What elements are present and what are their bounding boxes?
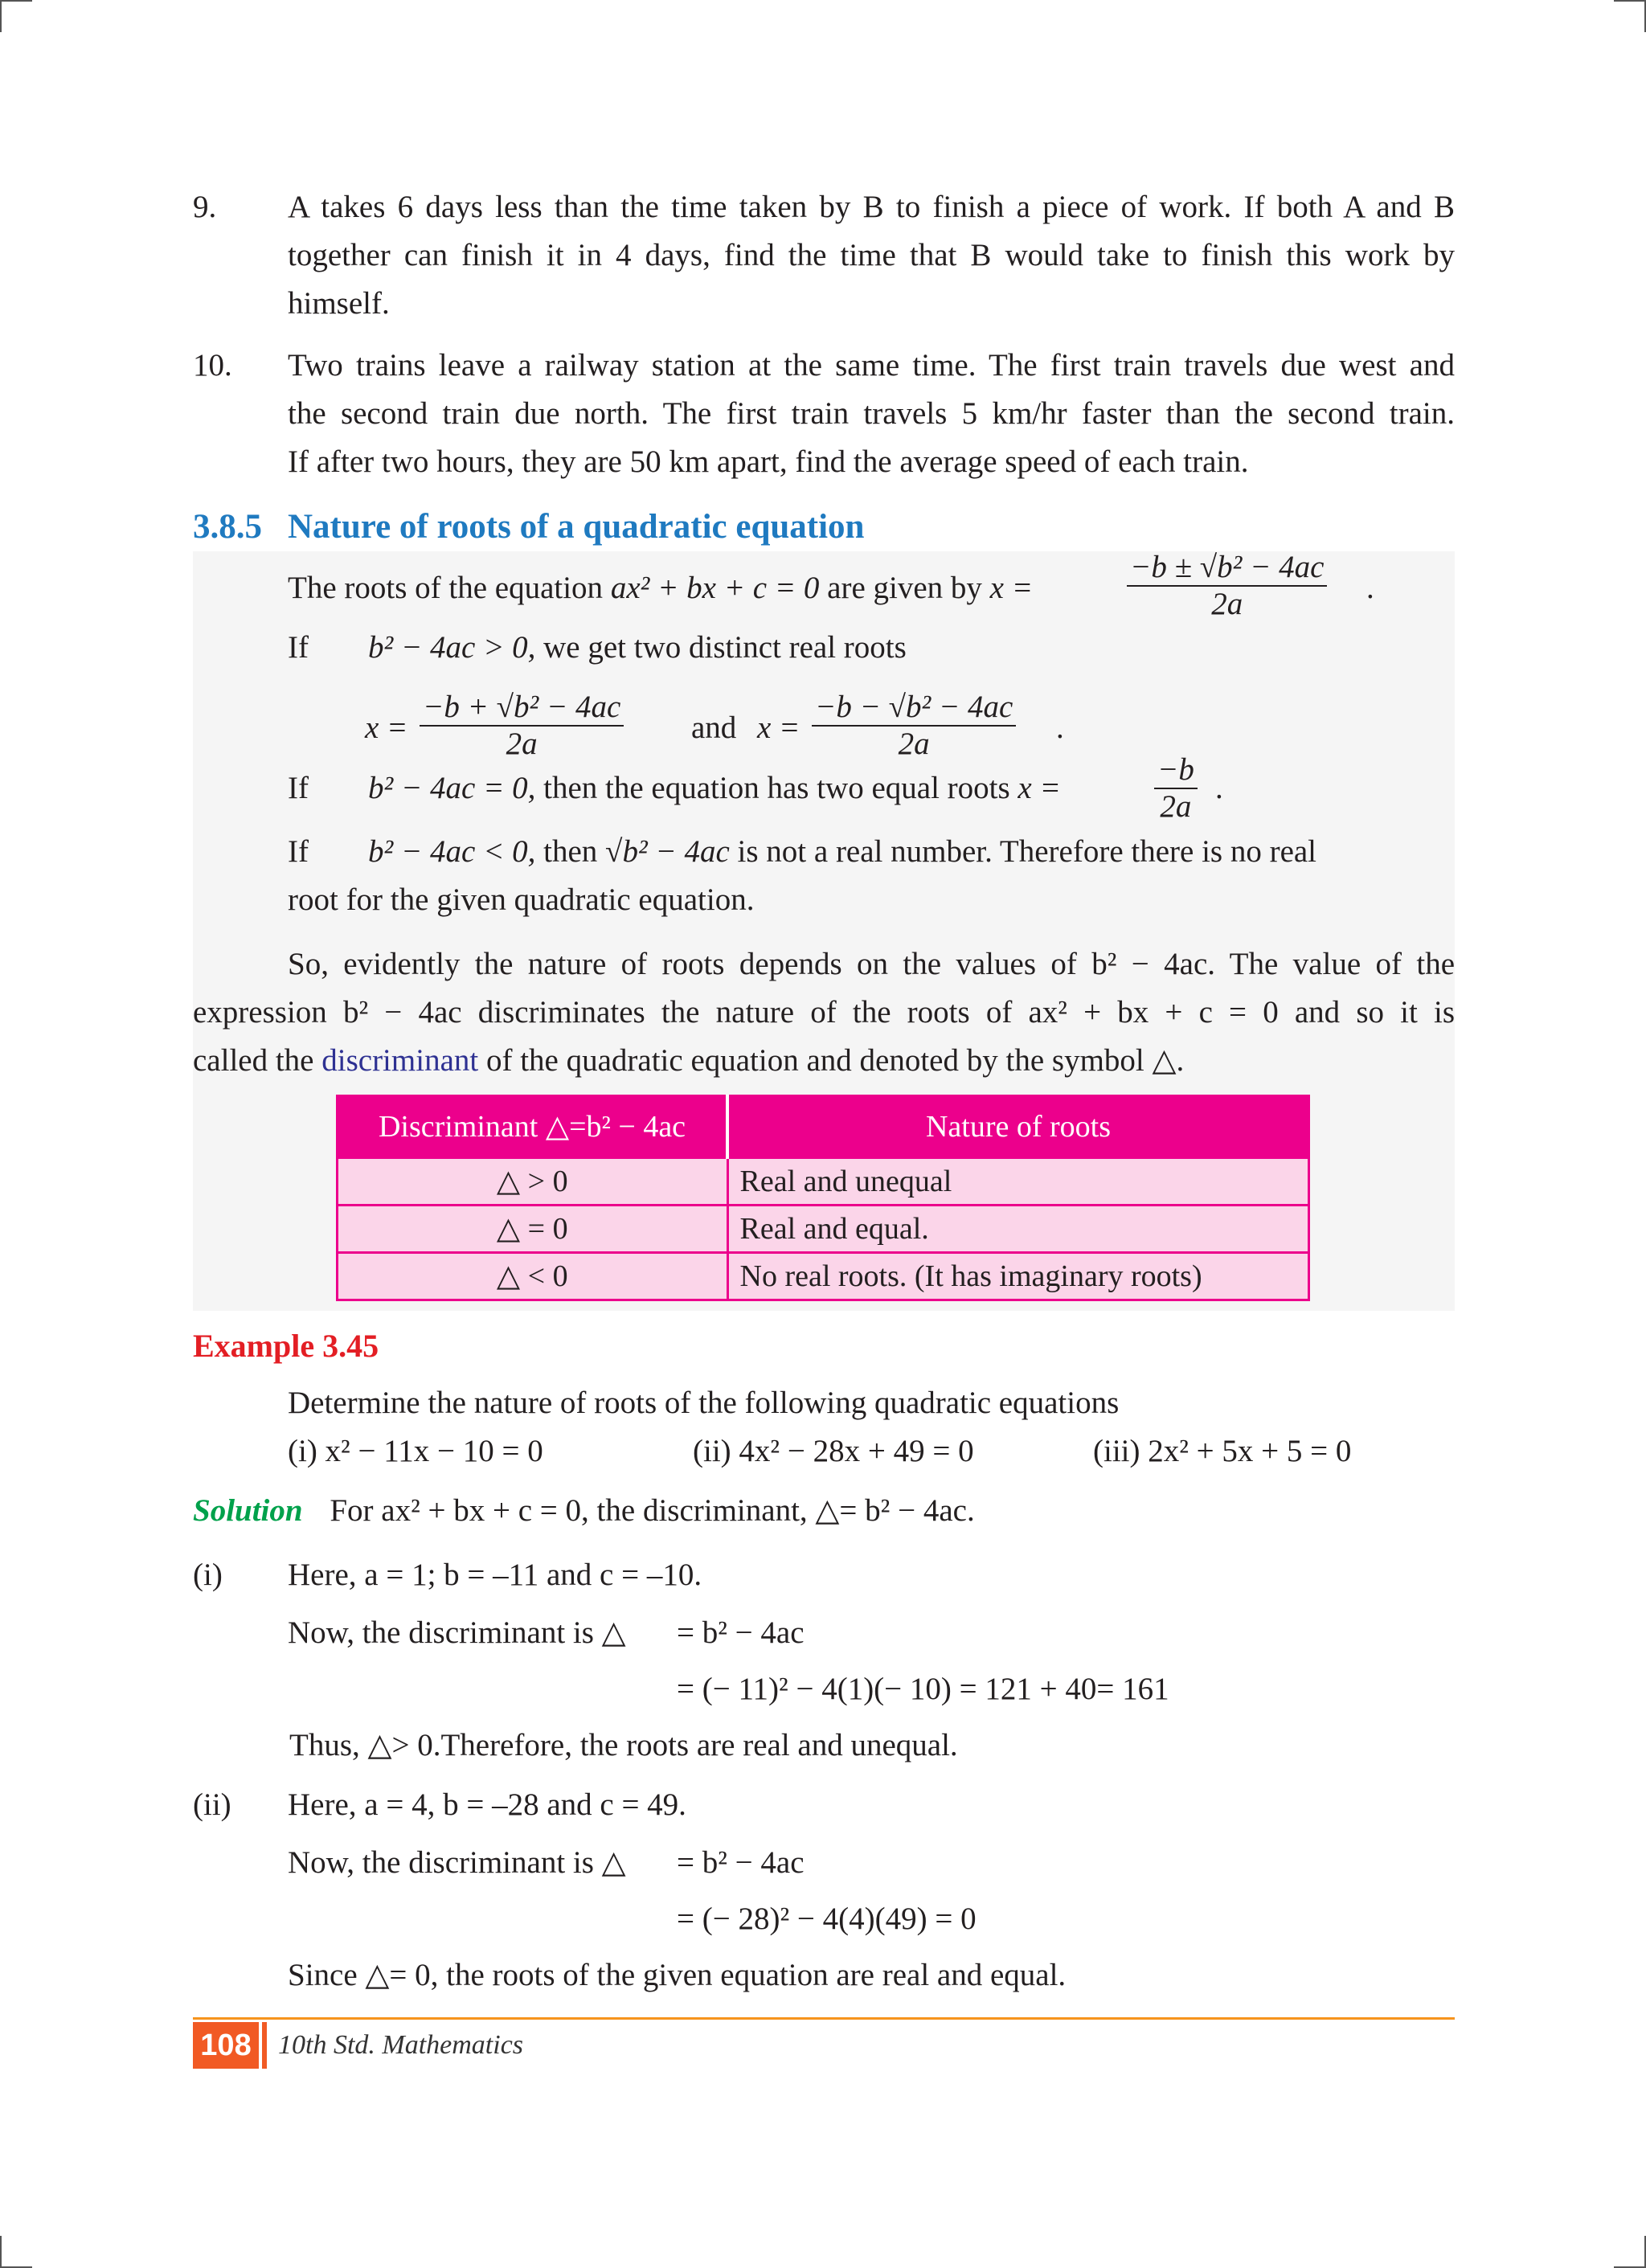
x-equals: x = — [989, 571, 1034, 605]
quadratic-formula — [1127, 550, 1327, 622]
case2-text: then the equation has two equal roots — [543, 771, 1010, 805]
solution-conclusion: Since △= 0, the roots of the given equation are real and equal. — [288, 1958, 1067, 1992]
period: . — [1366, 571, 1374, 605]
example-part: (i) x² − 11x − 10 = 0 — [288, 1434, 543, 1468]
if-label: If — [288, 630, 309, 665]
table-cell-nature: Real and equal. — [727, 1206, 1309, 1253]
if-label: If — [288, 771, 309, 805]
case2 — [368, 764, 1061, 813]
root1-fraction — [420, 690, 624, 762]
case3 — [368, 828, 1316, 876]
footer-bar — [262, 2022, 267, 2069]
and-text: and — [691, 710, 737, 745]
intro-text: The roots of the equation — [288, 571, 604, 605]
table-row — [338, 1253, 1309, 1300]
crop-mark — [0, 0, 32, 2]
example-title: Example 3.45 — [193, 1328, 379, 1364]
problem-line: Two trains leave a railway station at the same time. The first train travels due west and — [288, 348, 1455, 383]
page-number: 108 — [193, 2022, 259, 2069]
problem-number: 9. — [193, 190, 217, 224]
solution-eq: = b² − 4ac — [677, 1615, 805, 1650]
case1-condition: b² − 4ac > 0, — [368, 630, 536, 665]
case1 — [368, 624, 907, 672]
table-header-nature: Nature of roots — [727, 1096, 1309, 1158]
formula-numerator: −b ± √b² − 4ac — [1127, 550, 1327, 587]
root2-denominator: 2a — [898, 727, 930, 761]
period: . — [1056, 710, 1064, 745]
solution-label: Solution — [193, 1493, 303, 1528]
quadratic-equation: ax² + bx + c = 0 — [610, 571, 820, 605]
if-label: If — [288, 834, 309, 869]
table-row — [338, 1158, 1309, 1206]
example-part: (ii) 4x² − 28x + 49 = 0 — [693, 1434, 974, 1468]
crop-mark — [0, 0, 2, 32]
solution-eq: = b² − 4ac — [677, 1845, 805, 1880]
section-title: Nature of roots of a quadratic equation — [288, 508, 865, 546]
problem-line: A takes 6 days less than the time taken by B to finish a piece of work. If both A and B — [288, 190, 1455, 224]
book-title: 10th Std. Mathematics — [278, 2030, 524, 2060]
solution-now: Now, the discriminant is △ — [288, 1845, 626, 1880]
solution-given: Here, a = 1; b = –11 and c = –10. — [288, 1558, 702, 1592]
theory-intro — [288, 564, 1033, 612]
root2-numerator: −b − √b² − 4ac — [812, 690, 1016, 727]
root2-fraction — [812, 690, 1016, 762]
table-cell-condition: △ < 0 — [338, 1253, 728, 1300]
solution-eq: = (− 28)² − 4(4)(49) = 0 — [677, 1902, 977, 1936]
solution-eq: = (− 11)² − 4(1)(− 10) = 121 + 40= 161 — [677, 1672, 1169, 1706]
discriminant-term: discriminant — [321, 1043, 479, 1078]
table-header-discriminant: Discriminant △=b² − 4ac — [338, 1096, 728, 1158]
case1-text: we get two distinct real roots — [543, 630, 907, 665]
example-part: (iii) 2x² + 5x + 5 = 0 — [1093, 1434, 1352, 1468]
paragraph-line: So, evidently the nature of roots depends on the values of b² − 4ac. The value of the — [288, 947, 1455, 981]
example-prompt: Determine the nature of roots of the following quadratic equations — [288, 1386, 1120, 1420]
period: . — [1215, 771, 1223, 805]
case3-sqrt: √b² − 4ac — [605, 834, 730, 869]
table-cell-condition: △ > 0 — [338, 1158, 728, 1206]
solution-text: For ax² + bx + c = 0, the discriminant, △= b² − 4ac. — [330, 1493, 975, 1528]
nature-of-roots-table — [336, 1095, 1310, 1301]
intro-mid-text: are given by — [827, 571, 982, 605]
root2-lhs: x = — [757, 710, 800, 745]
paragraph-line3 — [193, 1037, 1184, 1085]
table-cell-nature: Real and unequal — [727, 1158, 1309, 1206]
case2-condition: b² − 4ac = 0, — [368, 771, 536, 805]
problem-line: the second train due north. The first train travels 5 km/hr faster than the second train. — [288, 396, 1455, 431]
case3-text2: root for the given quadratic equation. — [288, 882, 755, 917]
problem-line: together can finish it in 4 days, find the time that B would take to finish this work by — [288, 238, 1455, 272]
case3-condition: b² − 4ac < 0, — [368, 834, 536, 869]
solution-now: Now, the discriminant is △ — [288, 1615, 626, 1650]
problem-line: If after two hours, they are 50 km apart, find the average speed of each train. — [288, 444, 1249, 479]
crop-mark — [1614, 0, 1646, 2]
root1-denominator: 2a — [506, 727, 538, 761]
paragraph-text: called the — [193, 1043, 314, 1078]
table-row — [338, 1206, 1309, 1253]
problem-number: 10. — [193, 348, 232, 383]
case2-x: x = — [1017, 771, 1061, 805]
solution-given: Here, a = 4, b = –28 and c = 49. — [288, 1787, 686, 1822]
solution-conclusion: Thus, △> 0.Therefore, the roots are real and unequal. — [289, 1728, 958, 1762]
root1-numerator: −b + √b² − 4ac — [420, 690, 624, 727]
formula-denominator: 2a — [1211, 587, 1243, 621]
table-header-row — [338, 1096, 1309, 1158]
paragraph-line: expression b² − 4ac discriminates the nature of the roots of ax² + bx + c = 0 and so it is — [193, 995, 1455, 1030]
case2-fraction — [1154, 752, 1198, 825]
case2-numerator: −b — [1154, 752, 1198, 789]
solution-part-label: (ii) — [193, 1787, 231, 1822]
footer-rule — [193, 2017, 1455, 2020]
paragraph-text: of the quadratic equation and denoted by the symbol △. — [485, 1043, 1185, 1078]
case3-then: then — [543, 834, 598, 869]
table-cell-condition: △ = 0 — [338, 1206, 728, 1253]
solution-line — [193, 1487, 975, 1535]
root1-lhs: x = — [365, 710, 408, 745]
section-number: 3.8.5 — [193, 508, 262, 546]
table-cell-nature: No real roots. (It has imaginary roots) — [727, 1253, 1309, 1300]
case3-text: is not a real number. Therefore there is no real — [737, 834, 1317, 869]
solution-part-label: (i) — [193, 1558, 223, 1592]
problem-line: himself. — [288, 286, 390, 321]
crop-mark — [0, 2236, 2, 2268]
case2-denominator: 2a — [1160, 789, 1192, 824]
